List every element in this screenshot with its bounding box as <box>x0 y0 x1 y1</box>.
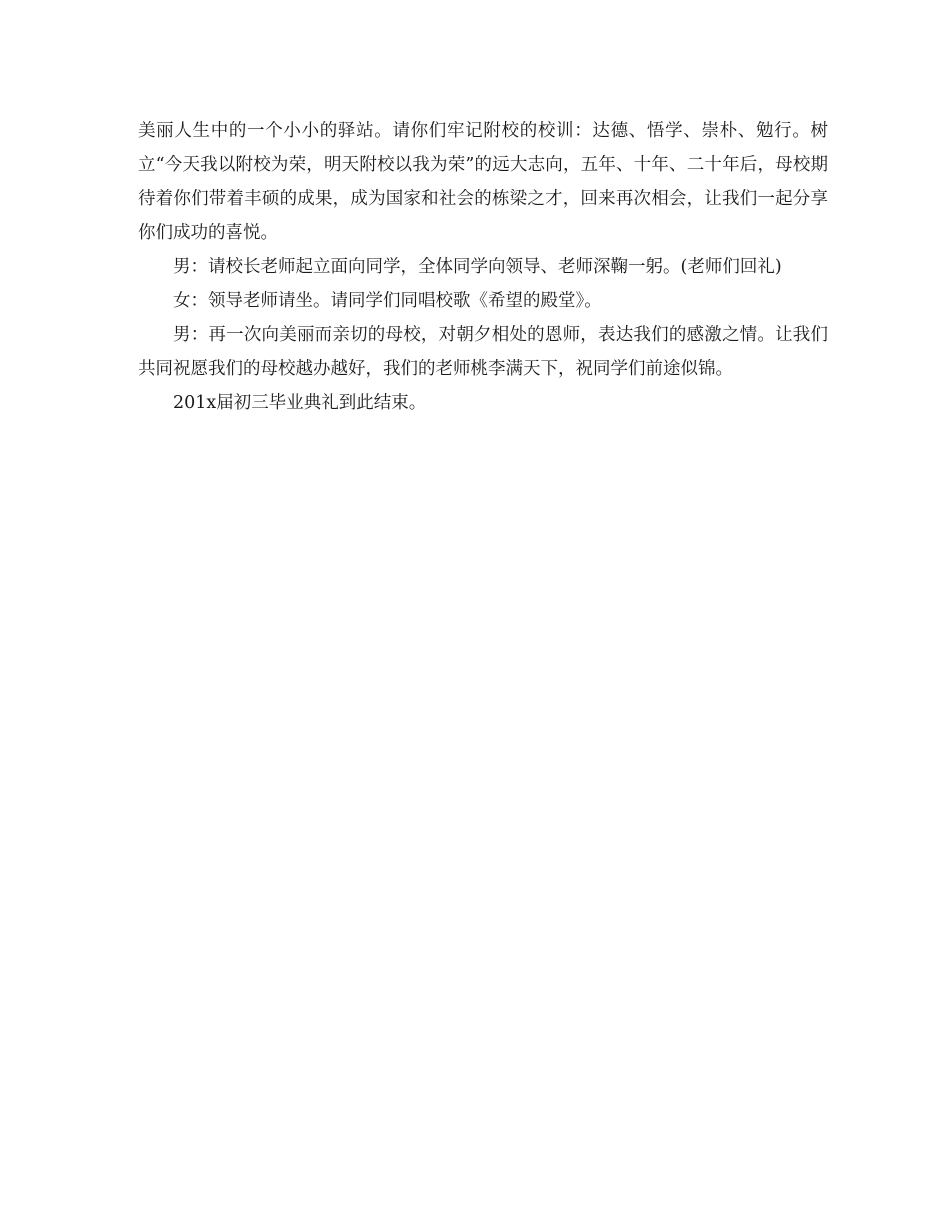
paragraph-school-song: 女：领导老师请坐。请同学们同唱校歌《希望的殿堂》。 <box>173 291 602 311</box>
paragraph-ceremony-end: 201x届初三毕业典礼到此结束。 <box>173 393 427 413</box>
document-body <box>138 114 828 420</box>
paragraph-blessing: 男：再一次向美丽而亲切的母校，对朝夕相处的恩师，表达我们的感激之情。让我们共同祝愿我们的母校越办越好，我们的老师桃李满天下，祝同学们前途似锦。 <box>138 325 828 379</box>
paragraph-closing-message: 美丽人生中的一个小小的驿站。请你们牢记附校的校训：达德、悟学、崇朴、勉行。树立“今天我以附校为荣，明天附校以我为荣”的远大志向，五年、十年、二十年后，母校期待着你们带着丰硕的成果，成为国家和社会的栋梁之才，回来再次相会，让我们一起分享你们成功的喜悦。 <box>138 121 828 243</box>
paragraph-bow-instruction: 男：请校长老师起立面向同学，全体同学向领导、老师深鞠一躬。(老师们回礼) <box>173 257 782 277</box>
